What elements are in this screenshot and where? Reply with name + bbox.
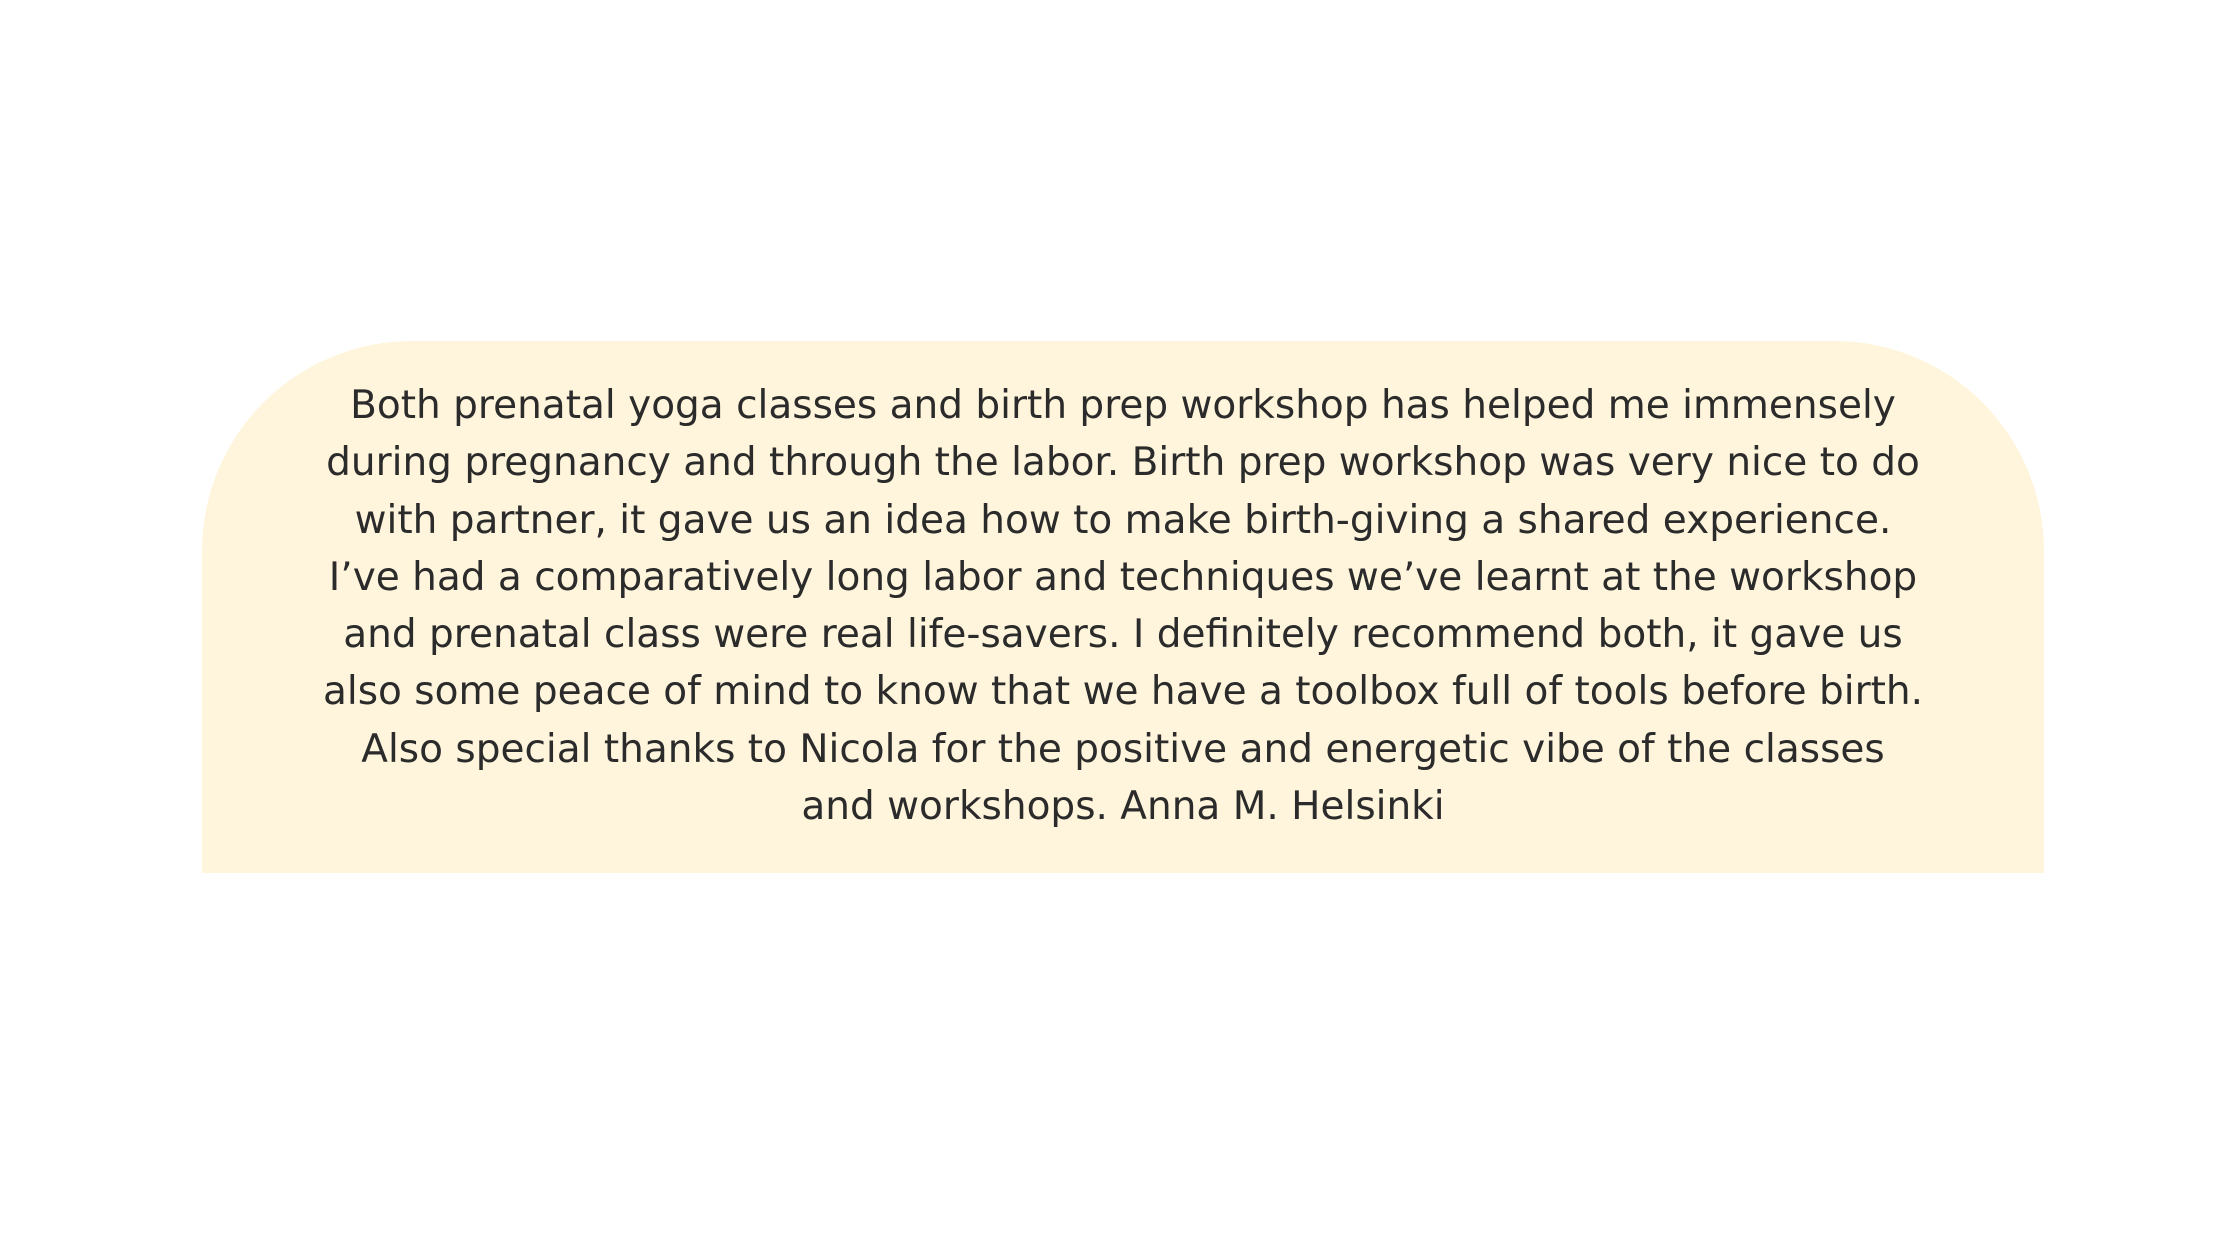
testimonial-text: Both prenatal yoga classes and birth prep workshop has helped me immensely during pregnancy and through the labor. Birth prep workshop was very nice to do with partner, it gave us an idea how to make birth-giving a shared experience. I’ve had a comparatively long labor and techniques we’ve learnt at the workshop and prenatal class were real life-savers. I definitely recommend both, it gave us also some peace of mind to know that we have a toolbox full of tools before birth. Also special thanks to Nicola for the positive and energetic vibe of the classes and workshops. Anna M. Helsinki [322, 383, 1924, 830]
testimonial-card [202, 341, 2044, 873]
